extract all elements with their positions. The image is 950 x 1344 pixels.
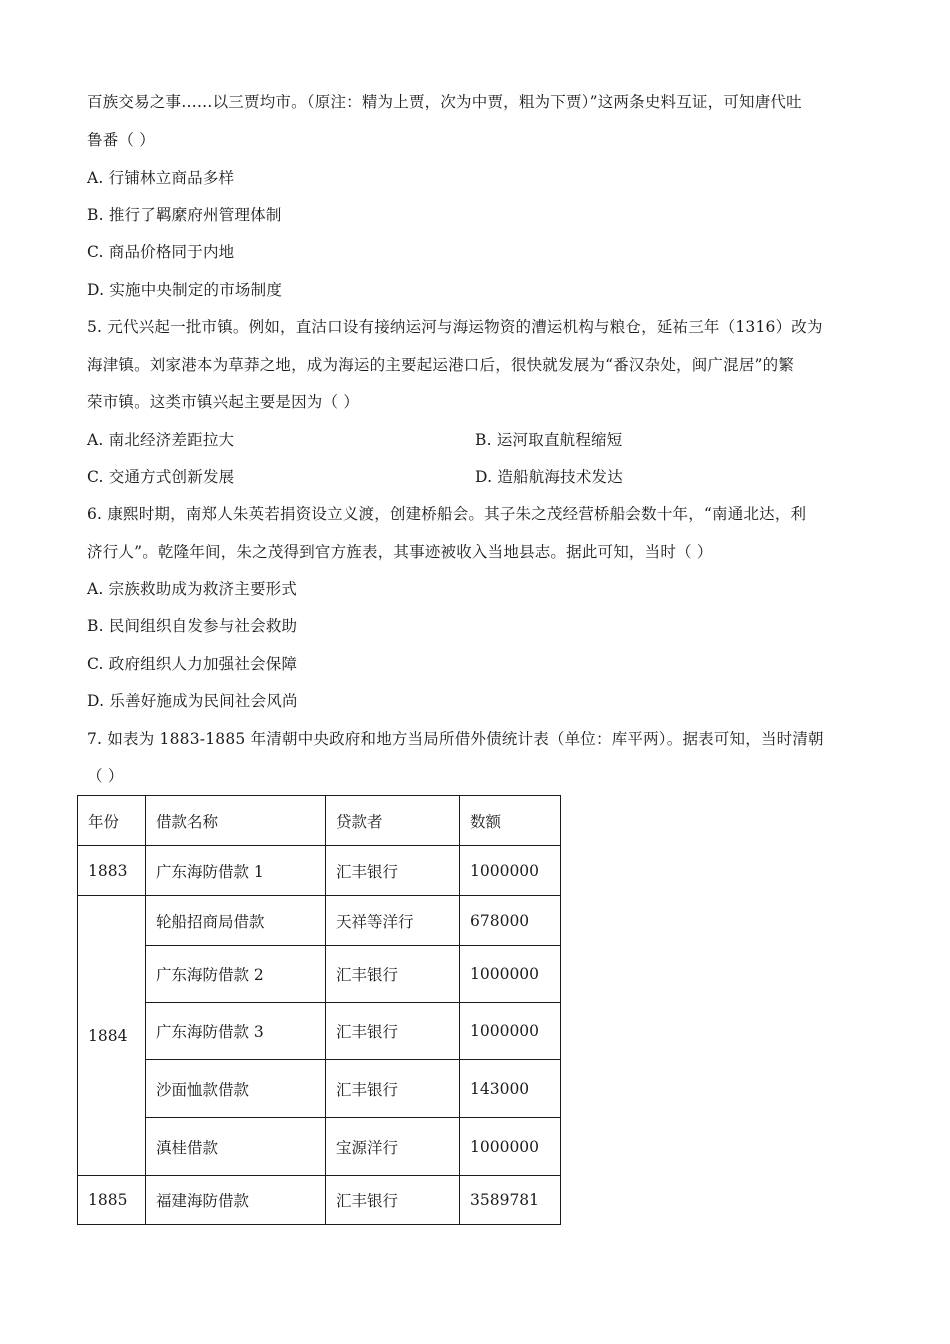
lender-cell: 汇丰银行 [326,846,460,896]
table-row [78,1060,561,1118]
loan-name-cell: 广东海防借款 3 [146,1003,326,1060]
table-row [78,1176,561,1225]
header-year: 年份 [78,796,146,846]
q4-option-b: B. 推行了羁縻府州管理体制 [87,206,282,224]
q6-stem-line-1: 6. 康熙时期，南郑人朱英若捐资设立义渡，创建桥船会。其子朱之茂经营桥船会数十年，“南通北达，利 [87,505,807,523]
q5-option-a: A. 南北经济差距拉大 [87,431,235,449]
lender-cell: 汇丰银行 [326,1003,460,1060]
lender-cell: 汇丰银行 [326,1176,460,1225]
lender-cell: 宝源洋行 [326,1118,460,1176]
q4-option-c: C. 商品价格同于内地 [87,243,235,261]
q5-stem-line-1: 5. 元代兴起一批市镇。例如，直沽口设有接纳运河与海运物资的漕运机构与粮仓，延祐三年（1316）改为 [87,318,823,336]
table-row [78,1118,561,1176]
year-cell: 1883 [78,846,146,896]
q5-stem-line-2: 海津镇。刘家港本为草莽之地，成为海运的主要起运港口后，很快就发展为“番汉杂处，闽广混居”的繁 [87,356,795,374]
q6-option-a: A. 宗族救助成为救济主要形式 [87,580,298,598]
header-loan-name: 借款名称 [146,796,326,846]
q5-option-c: C. 交通方式创新发展 [87,468,235,486]
q6-option-d: D. 乐善好施成为民间社会风尚 [87,692,298,710]
year-cell: 1884 [78,896,146,1176]
lender-cell: 汇丰银行 [326,1060,460,1118]
lender-cell: 汇丰银行 [326,946,460,1003]
table-row [78,946,561,1003]
loan-name-cell: 沙面恤款借款 [146,1060,326,1118]
q4-option-d: D. 实施中央制定的市场制度 [87,281,283,299]
q5-option-b: B. 运河取直航程缩短 [475,431,623,449]
amount-cell: 143000 [460,1060,561,1118]
table-header-row [78,796,561,846]
table-row [78,1003,561,1060]
q4-option-a: A. 行铺林立商品多样 [87,169,235,187]
amount-cell: 1000000 [460,1118,561,1176]
loan-name-cell: 福建海防借款 [146,1176,326,1225]
table-row [78,896,561,946]
lender-cell: 天祥等洋行 [326,896,460,946]
q5-option-d: D. 造船航海技术发达 [475,468,623,486]
q6-stem-line-2: 济行人”。乾隆年间，朱之茂得到官方旌表，其事迹被收入当地县志。据此可知，当时（ ） [87,543,713,561]
q7-stem-line-2: （ ） [87,767,124,785]
table-row [78,846,561,896]
loan-name-cell: 滇桂借款 [146,1118,326,1176]
amount-cell: 1000000 [460,1003,561,1060]
loan-name-cell: 广东海防借款 2 [146,946,326,1003]
q4-stem-line-2: 鲁番（ ） [87,131,155,149]
header-amount: 数额 [460,796,561,846]
year-cell: 1885 [78,1176,146,1225]
q6-option-c: C. 政府组织人力加强社会保障 [87,655,298,673]
loan-name-cell: 广东海防借款 1 [146,846,326,896]
amount-cell: 1000000 [460,946,561,1003]
foreign-debt-table [77,795,561,1225]
q4-stem-line-1: 百族交易之事……以三贾均市。（原注：精为上贾，次为中贾，粗为下贾）”这两条史料互证，可知唐代吐 [87,93,802,111]
amount-cell: 1000000 [460,846,561,896]
q5-stem-line-3: 荣市镇。这类市镇兴起主要是因为（ ） [87,393,360,411]
amount-cell: 3589781 [460,1176,561,1225]
loan-name-cell: 轮船招商局借款 [146,896,326,946]
header-lender: 贷款者 [326,796,460,846]
amount-cell: 678000 [460,896,561,946]
q6-option-b: B. 民间组织自发参与社会救助 [87,617,298,635]
q7-stem-line-1: 7. 如表为 1883-1885 年清朝中央政府和地方当局所借外债统计表（单位：库平两）。据表可知，当时清朝 [87,730,824,748]
